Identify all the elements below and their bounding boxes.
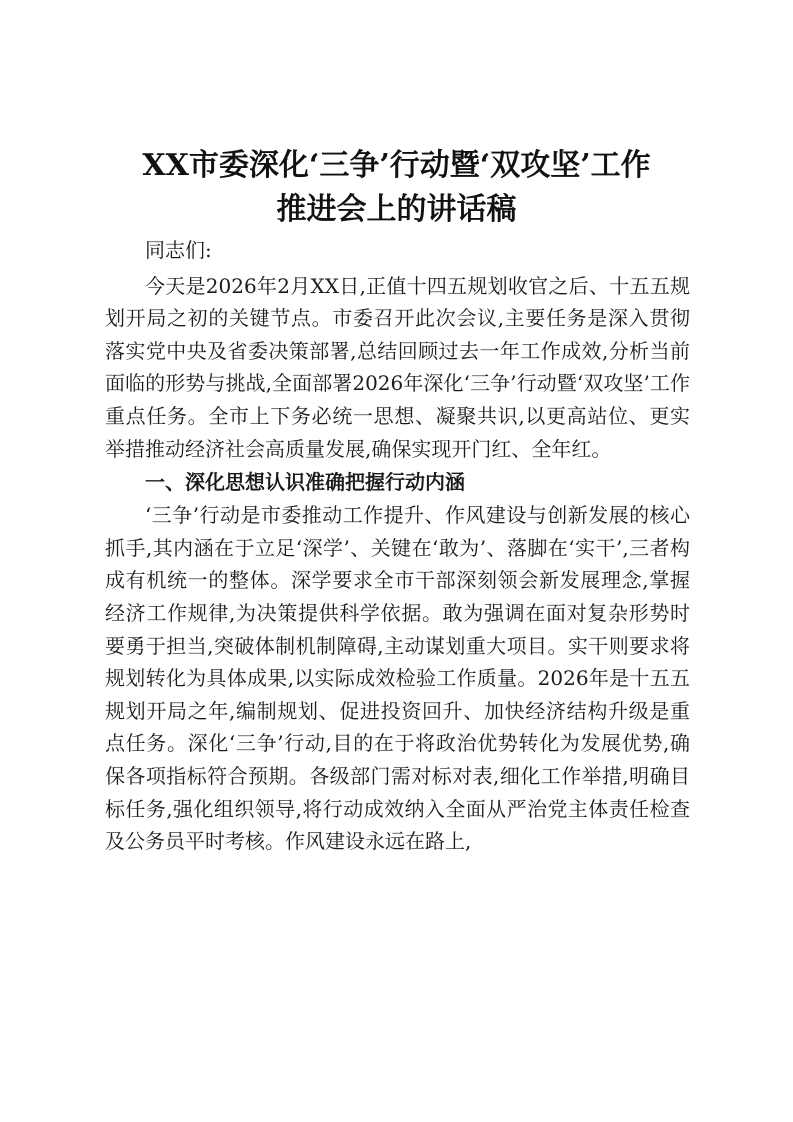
document-title-line-2: 推进会上的讲话稿 xyxy=(276,192,517,227)
document-body xyxy=(105,234,690,858)
paragraph-section-1: ‘三争’行动是市委推动工作提升、作风建设与创新发展的核心抓手,其内涵在于立足‘深学’、关键在‘敢为’、落脚在‘实干’,三者构成有机统一的整体。深学要求全市干部深刻领会新发展理念,掌握经济工作规律,为决策提供科学依据。敢为强调在面对复杂形势时要勇于担当,突破体制机制障碍,主动谋划重大项目。实干则要求将规划转化为具体成果,以实际成效检验工作质量。2026年是十五五规划开局之年,编制规划、促进投资回升、加快经济结构升级是重点任务。深化‘三争’行动,目的在于将政治优势转化为发展优势,确保各项指标符合预期。各级部门需对标对表,细化工作举措,明确目标任务,强化组织领导,将行动成效纳入全面从严治党主体责任检查及公务员平时考核。作风建设永远在路上, xyxy=(105,503,690,854)
document-title-line-1: XX市委深化‘三争’行动暨‘双攻坚’工作 xyxy=(142,148,651,183)
greeting: 同志们: xyxy=(145,238,212,262)
section-heading-1: 一、深化思想认识准确把握行动内涵 xyxy=(145,470,465,495)
paragraph-intro: 今天是2026年2月XX日,正值十四五规划收官之后、十五五规划开局之初的关键节点。市委召开此次会议,主要任务是深入贯彻落实党中央及省委决策部署,总结回顾过去一年工作成效,分析当前面临的形势与挑战,全面部署2026年深化‘三争’行动暨‘双攻坚’工作重点任务。全市上下务必统一思想、凝聚共识,以更高站位、更实举措推动经济社会高质量发展,确保实现开门红、全年红。 xyxy=(105,273,690,461)
